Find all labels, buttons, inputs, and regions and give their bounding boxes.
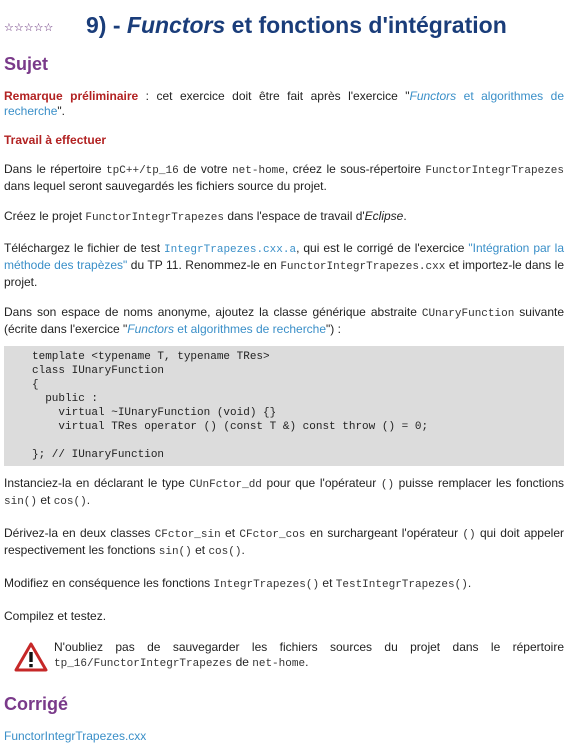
- paragraph-2: [4, 209, 564, 226]
- paragraph-8: Compilez et testez.: [4, 609, 107, 623]
- code-text: CFctor_sin: [154, 529, 221, 541]
- text: qui doit appeler respectivement les fonctions: [4, 526, 564, 557]
- difficulty-stars-icon: ☆☆☆☆☆: [4, 21, 54, 34]
- text: de: [232, 655, 253, 669]
- text: en surchargeant l'opérateur: [305, 526, 463, 540]
- title-functors: Functors: [126, 11, 226, 38]
- test-file-link[interactable]: IntegrTrapezes.cxx.a: [164, 244, 297, 256]
- exercise-title: [86, 12, 507, 39]
- paragraph-5: [4, 476, 564, 510]
- paragraph-6: [4, 526, 564, 560]
- remarque-end: ".: [57, 104, 65, 118]
- text: du TP 11. Renommez-le en: [127, 258, 281, 272]
- corrige-paragraph: [4, 729, 564, 744]
- link-italic: Functors: [127, 322, 174, 336]
- code-text: (): [380, 479, 395, 491]
- text: et: [191, 543, 209, 557]
- text: puisse remplacer les fonctions: [394, 476, 565, 490]
- eclipse-text: Eclipse: [364, 209, 404, 223]
- code-text: FunctorIntegrTrapezes: [425, 165, 565, 177]
- text: dans lequel seront sauvegardés les fichiers source du projet.: [4, 179, 327, 193]
- text: de votre: [178, 162, 233, 176]
- code-text: CUnFctor_dd: [189, 479, 262, 491]
- text: dans l'espace de travail d': [224, 209, 365, 223]
- paragraph-7: [4, 576, 564, 593]
- paragraph-3: [4, 241, 564, 290]
- sujet-heading: Sujet: [4, 54, 49, 74]
- text: .: [241, 543, 245, 557]
- text: Dans le répertoire: [4, 162, 107, 176]
- paragraph-4: [4, 305, 564, 337]
- text: Modifiez en conséquence les fonctions: [4, 576, 214, 590]
- code-text: net-home: [252, 658, 306, 670]
- functors-exercise-link-2[interactable]: [127, 322, 326, 336]
- text: .: [467, 576, 472, 590]
- text: .: [305, 655, 309, 669]
- text: Dérivez-la en deux classes: [4, 526, 155, 540]
- text: , créez le sous-répertoire: [284, 162, 426, 176]
- code-text: sin(): [4, 496, 38, 508]
- remarque-label: Remarque préliminaire: [4, 89, 139, 103]
- text: N'oubliez pas de sauvegarder les fichiers sources du projet dans le répertoire: [54, 640, 564, 654]
- code-text: FunctorIntegrTrapezes: [85, 212, 224, 224]
- warning-triangle-icon: [14, 642, 48, 672]
- text: pour que l'opérateur: [261, 476, 381, 490]
- text: et: [37, 493, 54, 507]
- code-text: CUnaryFunction: [421, 308, 515, 320]
- text: .: [86, 493, 91, 507]
- code-text: cos(): [53, 496, 87, 508]
- code-text: sin(): [158, 546, 192, 558]
- text: ") :: [326, 322, 341, 336]
- link-rest: et algorithmes de recherche: [4, 89, 564, 118]
- remarque-text: : cet exercice doit être fait après l'exercice ": [138, 89, 410, 103]
- warning-text: [54, 640, 564, 672]
- code-text: tpC++/tp_16: [106, 165, 179, 177]
- code-block: template <typename T, typename TRes> class IUnaryFunction { public : virtual ~IUnaryFunction (void) {} virtual TRes operator () (const T &) const throw () = 0; }; // IUnaryFunction: [4, 346, 564, 466]
- code-text: FunctorIntegrTrapezes.cxx: [280, 261, 446, 273]
- text: suivante (écrite dans l'exercice ": [4, 305, 565, 336]
- title-rest: et fonctions d'intégration: [231, 11, 507, 38]
- text: Dans son espace de noms anonyme, ajoutez la classe générique abstraite: [4, 305, 422, 319]
- travail-label-paragraph: [4, 133, 564, 148]
- code-text: TestIntegrTrapezes(): [335, 579, 468, 591]
- warning-note: [4, 640, 564, 672]
- code-text: net-home: [232, 165, 285, 177]
- code-text: CFctor_cos: [239, 529, 306, 541]
- link-italic: Functors: [409, 89, 457, 103]
- text: Téléchargez le fichier de test: [4, 241, 165, 255]
- code-text: cos(): [208, 546, 242, 558]
- travail-label: Travail à effectuer: [4, 133, 107, 147]
- paragraph-1: [4, 162, 564, 194]
- text: Instanciez-la en déclarant le type: [4, 476, 190, 490]
- text: et: [319, 576, 336, 590]
- code-text: IntegrTrapezes(): [213, 579, 320, 591]
- text: Créez le projet: [4, 209, 86, 223]
- remarque-paragraph: [4, 89, 564, 119]
- code-text: (): [462, 529, 476, 541]
- corrige-heading: Corrigé: [4, 694, 69, 714]
- corrige-file-link[interactable]: FunctorIntegrTrapezes.cxx: [4, 729, 147, 743]
- text: et importez-le dans le projet.: [4, 258, 565, 289]
- exercise-number: 9) -: [86, 11, 121, 38]
- text: , qui est le corrigé de l'exercice: [296, 241, 469, 255]
- text: .: [403, 209, 407, 223]
- link-rest: et algorithmes de recherche: [173, 322, 327, 336]
- code-text: tp_16/FunctorIntegrTrapezes: [54, 658, 233, 670]
- integration-exercise-link[interactable]: "Intégration par la méthode des trapèzes": [4, 241, 564, 272]
- text: et: [220, 526, 240, 540]
- page-title: [4, 0, 564, 50]
